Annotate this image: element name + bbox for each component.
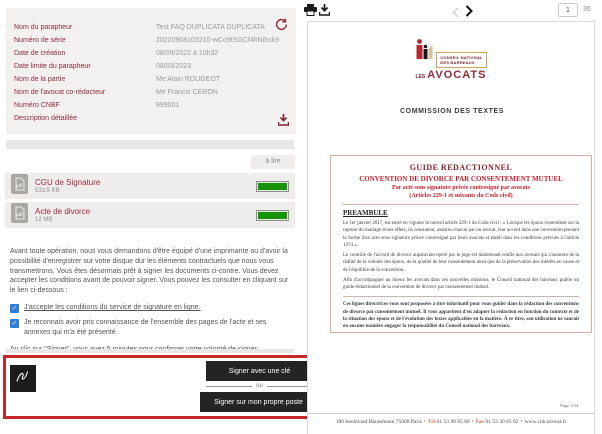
guide-byline: Par acte sous signature privée contresigné par avocats [391,185,531,191]
metadata-label: Date limite du parapheur [14,63,91,70]
acknowledge-pages-row [10,318,294,338]
accept-terms-checkbox[interactable] [10,304,19,313]
footer-separator: ▪ [472,418,474,423]
cnb-logo-row [415,37,486,68]
document-row-cgu[interactable] [5,173,295,199]
cnb-org-line1: CONSEIL NATIONAL [440,54,483,60]
metadata-row [14,34,290,47]
metadata-label: Nom du parapheur [14,24,73,31]
metadata-label: Numéro CNBF [14,102,60,109]
commission-title: COMMISSION DES TEXTES [400,108,504,115]
page-count-label: 36 [583,6,591,13]
section-divider [6,349,294,353]
signature-pen-button[interactable] [10,365,36,392]
footer-fax-label: Fax [475,419,485,425]
metadata-label: Nom de la partie [14,76,66,83]
or-label: ou [256,383,263,389]
cnb-org-box [436,52,486,68]
cnb-brand [416,69,487,81]
document-size: 533.5 KB [35,188,60,194]
footer-separator: ▪ [424,418,426,423]
sign-on-own-device-button[interactable]: Signer sur mon propre poste [200,392,317,412]
chevron-right-icon[interactable] [465,4,473,22]
document-page-label: Page 1/34 [560,403,578,408]
metadata-label: Date de création [14,50,66,57]
metadata-row [14,112,290,125]
download-icon[interactable] [278,113,289,131]
document-size: 12 MB [35,217,53,223]
document-title[interactable]: CGU de Signature [35,178,101,187]
preamble-paragraph: Afin d'accompagner au mieux les avocats dans ces nouvelles missions, le Conseil national des barreaux publie un guide rédactionnel de la convention de divorce par consentement mutuel. [343,277,579,290]
preamble-paragraph: Le 1er janvier 2017, est entré en vigueur le nouvel article 229-1 du Code civil : « Lorsque les époux s'entendent sur la rupture du mariage et ses effets, ils constatent, assistés chacun par un avocat, leur accord dans une convention prenant la forme d'un acte sous signature privée contresigné par leurs avocats et établi dans les conditions prévues à l'article 1374 ». [343,221,579,248]
metadata-value: Me Alain ROUGEOT [156,76,221,83]
guide-articles: (Articles 229-1 et suivants du Code civil) [409,193,513,199]
terms-link[interactable]: J'accepte les conditions du service de signature en ligne. [24,303,201,311]
metadata-row [14,73,290,86]
guidance-notice: Ces lignes directrices vous sont proposées à titre informatif pour vous guider dans la rédaction des conventions de divorce par consentement mutuel. Il vous appartient d'en adapter la rédaction en fonction du contexte et de la situation des époux et de l'évolution des textes applicables en la matière. À ce titre, son utilisation ne saurait en aucune manière engager la responsabilité du Conseil national des barreaux. [343,302,579,329]
acknowledge-pages-label: Je reconnais avoir pris connaissance de l'ensemble des pages de l'acte et ses annexes qui m'a été présenté. [24,318,267,336]
preamble-heading: PREAMBULE [343,209,388,217]
metadata-value: Me Francis CERON [156,89,218,96]
download-icon[interactable] [319,3,330,21]
or-divider [206,383,313,389]
document-info [35,207,90,223]
footer-rule [308,413,594,414]
cnb-brand-les: LES [415,74,426,80]
svg-text:pdf: pdf [16,182,23,188]
read-progress-bar [256,210,289,221]
accept-terms-row [10,303,294,313]
document-row-acte[interactable] [5,202,295,228]
footer-website: www.cnb.avocat.fr [524,419,567,425]
signing-conditions [10,247,294,354]
rule [343,204,579,205]
metadata-row [14,21,290,34]
guide-document-page [330,155,592,333]
document-footer [308,418,594,425]
metadata-value: 08/09/2022 à 10h32 [156,50,219,57]
conditions-intro: Avant toute opération, nous vous demandons d'être équipé d'une imprimante ou d'avoir la possibilité d'enregistrer sur votre disque dur les éléments contractuels que nous vous transmettrons. Vous êtes désormais prêt à signer les documents ci-contre. Vous devez accepter les conditions avant de pouvoir signer. Vous pouvez les consulter en cliquant sur le lien ci-dessous : [10,248,289,295]
pdf-file-icon [11,174,28,199]
metadata-value: 20220908103210-wCo9tSGCf4hNi5sk9 [156,37,279,44]
metadata-row [14,47,290,60]
document-info [35,178,100,194]
reset-icon[interactable] [275,18,288,31]
guide-title: GUIDE REDACTIONNEL [409,163,513,172]
preamble-paragraph: Le contrôle de l'accord de divorce auparavant opéré par le juge est maintenant confié aux avocats qui s'assurent de la réalité de la volonté des époux, de la qualité de leur consentement ainsi que de la préservation des intérêts en cause et de l'équilibre de la convention. [343,253,579,273]
document-title[interactable]: Acte de divorce [35,207,91,216]
cnb-brand-avocats: AVOCATS [427,69,487,81]
cnb-figures-icon [415,37,433,68]
cnb-org-line2: DES BARREAUX [440,59,475,65]
page-number-input[interactable]: 1 [558,3,578,17]
footer-fax-number: 01 53 30 85 62 [485,419,519,425]
metadata-row [14,86,290,99]
printer-icon[interactable] [304,3,317,21]
metadata-row [14,99,290,112]
metadata-value: 999001 [156,102,180,109]
footer-separator: ▪ [520,418,523,423]
footer-tel-label: Tél [427,419,436,425]
metadata-row [14,60,290,73]
pdf-page [307,21,595,434]
signature-pen-icon [15,368,31,389]
acknowledge-pages-checkbox[interactable] [10,319,19,328]
metadata-label: Description détaillée [14,115,78,122]
read-progress-bar [256,181,289,192]
metadata-value: 08/03/2023 [156,63,192,70]
read-status-header: à lire [251,155,295,169]
metadata-value: Test FAQ DUPLICATA DUPLICATA [156,24,265,31]
guide-subtitle: CONVENTION DE DIVORCE PAR CONSENTEMENT MUTUEL [359,175,563,183]
footer-tel-number: 01 53 30 85 60 [436,419,470,425]
footer-address: 180 boulevard Haussmann 75008 Paris [335,419,422,425]
metadata-label: Nom de l'avocat co-rédacteur [14,89,106,96]
divider-line [206,386,252,387]
metadata-label: Numéro de série [14,37,66,44]
pdf-viewer [300,0,602,434]
pdf-file-icon [11,203,28,228]
sign-with-key-button[interactable]: Signer avec une clé [206,361,313,381]
cnb-logo [308,37,594,81]
parapheur-metadata-card [6,8,296,134]
svg-text:pdf: pdf [16,211,23,217]
rule [343,296,579,297]
section-divider [6,140,294,149]
